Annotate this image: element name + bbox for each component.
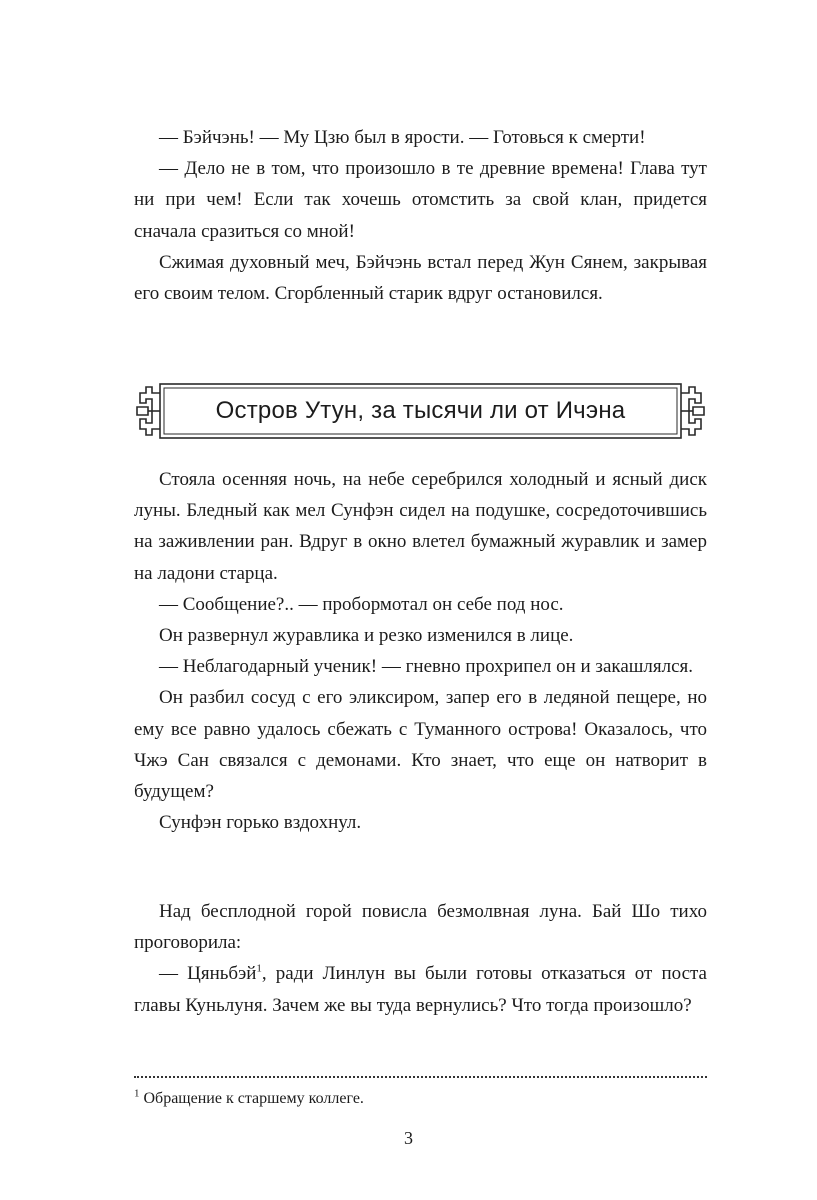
paragraph: Сунфэн горько вздохнул. xyxy=(159,812,362,834)
page-number: 3 xyxy=(404,1128,413,1148)
section-heading xyxy=(134,381,707,441)
paragraph: Он разбил сосуд с его эликсиром, запер его в ледяной пещере, но ему все равно удалось сбежать с Туманного острова! Оказалось, что Чжэ Сан связался с демонами. Кто знает, что еще он натворит в будущем? xyxy=(134,687,707,803)
paragraph: — Неблагодарный ученик! — гневно прохрипел он и закашлялся. xyxy=(159,656,694,678)
paragraph: Он развернул журавлика и резко изменился в лице. xyxy=(159,625,574,647)
footnote-marker: 1 xyxy=(134,1087,140,1100)
paragraph: — Дело не в том, что произошло в те древние времена! Глава тут ни при чем! Если так хочешь отомстить за свой клан, придется сначала сразиться со мной! xyxy=(134,158,707,242)
footnote-reference[interactable]: 1 xyxy=(256,963,262,976)
paragraph: — Сообщение?.. — пробормотал он себе под нос. xyxy=(159,593,564,615)
paragraph-start: — Цяньбэй xyxy=(159,963,257,985)
footnote-text: Обращение к старшему коллеге. xyxy=(139,1090,364,1107)
text-block-top xyxy=(134,122,707,309)
footnote-divider xyxy=(134,1076,707,1078)
paragraph: Стояла осенняя ночь, на небе серебрился холодный и ясный диск луны. Бледный как мел Сунфэн сидел на подушке, сосредоточившись на заживлении ран. Вдруг в окно влетел бумажный журавлик и замер на ладони старца. xyxy=(134,469,707,584)
footnote xyxy=(134,1088,707,1110)
paragraph: Сжимая духовный меч, Бэйчэнь встал перед Жун Сянем, закрывая его своим телом. Сгорбленный старик вдруг остановился. xyxy=(134,251,707,305)
paragraph-rest: , ради Линлун вы были готовы отказаться от поста главы Куньлуня. Зачем же вы туда вернулись? Что тогда произошло? xyxy=(134,963,707,1016)
paragraph: — Бэйчэнь! — Му Цзю был в ярости. — Готовься к смерти! xyxy=(159,127,646,148)
text-block-middle xyxy=(134,464,707,838)
paragraph-with-footnote xyxy=(134,958,707,1020)
section-heading-title: Остров Утун, за тысячи ли от Ичэна xyxy=(215,397,626,424)
paragraph: Над бесплодной горой повисла безмолвная луна. Бай Шо тихо проговорила: xyxy=(134,901,707,954)
text-block-bottom xyxy=(134,896,707,1021)
